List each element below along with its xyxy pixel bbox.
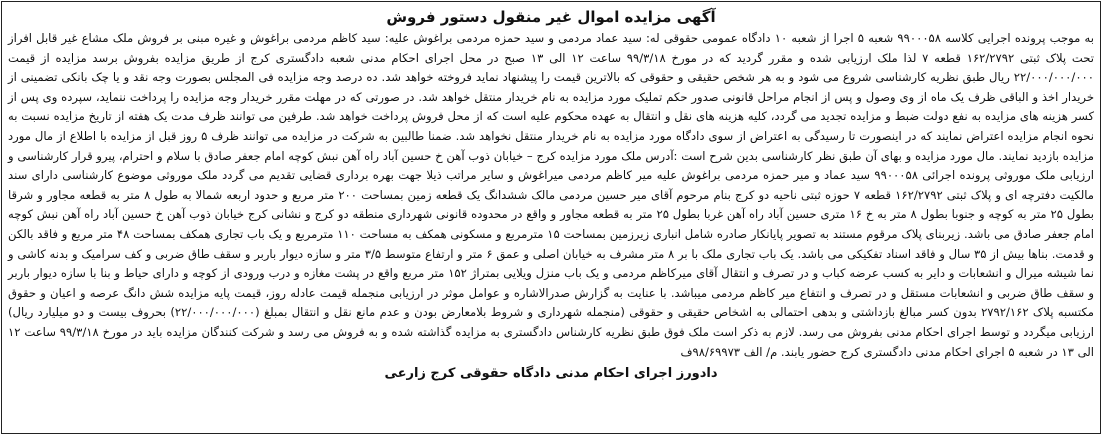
notice-title: آگهی مزایده اموال غیر منقول دستور فروش (386, 8, 716, 26)
auction-notice (1, 1, 1101, 434)
notice-body: به موجب پرونده اجرایی کلاسه ۹۹۰۰۰۵۸ شعبه ۵ اجرا از شعبه ۱۰ دادگاه عمومی حقوقی له: سید عماد مردمی و سید حمزه مردمی براغوش علیه: سید کاظم مردمی براغوش و غیره مبنی بر فروش ملک مشاع غیر قابل افراز تحت پلاک ثبتی ۱۶۲/۲۷۹۲ قطعه ۷ لذا ملک ارزیابی شده و مقرر گردید که در مورخ ۹۹/۳/۱۸ ساعت ۱۲ الی ۱۳ صبح در محل اجرای احکام مدنی شعبه دادگستری کرج از طریق مزایده بفروش برسد مزایده از قیمت ۲۲/۰۰۰/۰۰۰/۰۰۰ ریال طبق نظریه کارشناسی شروع می شود و به هر شخص حقیقی و حقوقی که بالاترین قیمت را پیشنهاد نماید فروخته خواهد شد. ده درصد وجه مزایده فی المجلس بصورت وجه نقد و یا چک بانکی تضمینی از خریدار اخذ و الباقی ظرف یک ماه از وی وصول و پس از انجام مراحل قانونی صدور حکم تملیک مورد مزایده به نام خریدار منتقل خواهد شد. در صورتی که در مهلت مقرر خریدار وجه مزایده را پرداخت ننماید، سپرده وی پس از کسر هزینه های مزایده به نفع دولت ضبط و مزایده تجدید می گردد، کلیه هزینه های نقل و انتقال به عهده محکوم علیه است که از محل فروش پرداخت خواهد شد. طرفین می توانند ظرف مدت یک هفته از تاریخ مزایده نسبت به نحوه انجام مزایده اعتراض نمایند که در اینصورت تا رسیدگی به اعتراض از سوی دادگاه مورد مزایده به نام خریدار منتقل نخواهد شد. ضمنا طالبین به شرکت در مزایده می توانند ظرف ۵ روز قبل از مزایده با اطلاع از مال مورد مزایده بازدید نمایند. مال مورد مزایده و بهای آن طبق نظر کارشناسی بدین شرح است :آدرس ملک مورد مزایده کرج – خیابان ذوب آهن خ حسین آباد راه آهن نبش کوچه امام جعفر صادق با سلام و احترام، پیرو قرار کارشناسی و ارزیابی ملک موروثی پرونده اجرائی ۹۹۰۰۰۵۸ سید عماد و میر حمزه مردمی براغوش علیه میر کاظم مردمی میراغوش و سایر مراتب ذیلا جهت بهره برداری قضایی تقدیم می گردد ملک موروثی موضوع کارشناسی دارای سند مالکیت دفترچه ای و پلاک ثبتی ۱۶۲/۲۷۹۲ قطعه ۷ حوزه ثبتی ناحیه دو کرج بنام مرحوم آقای میر حسین مردمی مالک ششدانگ یک قطعه زمین بمساحت ۲۰۰ متر مربع و حدود اربعه شمالا به طول ۸ متر به قطعه مجاور و شرقا بطول ۲۵ متر به کوچه و جنوبا بطول ۸ متر به خ ۱۶ متری حسین آباد راه آهن غربا بطول ۲۵ متر به قطعه مجاور و واقع در محدوده قانونی شهرداری منطقه دو کرج و نشانی کرج خیابان ذوب آهن خ حسین آباد راه آهن نبش کوچه امام جعفر صادق می باشد. زیربنای پلاک مرقوم مستند به تصویر پایانکار صادره شامل انباری زیرزمین بمساحت ۱۵ مترمربع و مسکونی همکف به مساحت ۱۱۰ مترمربع و یک باب تجاری همکف بمساحت ۴۸ متر مربع و فاقد بالکن و قدمت. بناها بیش از ۳۵ سال و فاقد اسناد تفکیکی می باشد. یک باب تجاری ملک با بر ۸ متر مشرف به خیابان اصلی و عمق ۶ متر و ارتفاع متوسط ۳/۵ متر و سازه دیوار باربر و سقف طاق ضربی و کف سرامیک و بدنه کاشی و نما شیشه میرال و انشعابات و دایر به کسب عرضه کباب و در تصرف و انتقال آقای میرکاظم مردمی و یک باب منزل ویلایی بمتراژ ۱۵۲ متر مربع واقع در پشت مغازه و درب ورودی از کوچه و دارای حیاط و بنا با سازه دیوار باربر و سقف طاق ضربی و انشعابات مستقل و در تصرف و انتفاع میر کاظم مردمی میباشد. با عنایت به گزارش صدرالاشاره و عوامل موثر در ارزیابی منجمله قیمت عادله روز، قیمت پایه مزایده شش دانگ عرصه و اعیان و حقوق مکتسبه پلاک ۲۷۹۲/۱۶۲ بدون کسر مبالغ بازداشتی و بدهی احتمالی به اشخاص حقیقی و حقوقی (منجمله شهرداری و شروط بلامعارض بودن و عدم مانع نقل و انتقال بمبلغ (۲۲/۰۰۰/۰۰۰/۰۰۰) بحروف بیست و دو میلیارد ریال) ارزیابی میگردد و توسط اجرای احکام مدنی بفروش می رسد. لازم به ذکر است ملک فوق طبق نظریه کارشناس دادگستری به مزایده گذاشته شده و به فروش می رسد و شرکت کنندگان مزایده باید در مورخ ۹۹/۳/۱۸ ساعت ۱۲ الی ۱۳ در شعبه ۵ اجرای احکام مدنی دادگستری کرج حضور یابند. م/ الف ۹۸/۶۹۹۷۳ف (8, 31, 1095, 359)
notice-signature: دادورز اجرای احکام مدنی دادگاه حقوقی کرج زارعی (384, 366, 718, 382)
